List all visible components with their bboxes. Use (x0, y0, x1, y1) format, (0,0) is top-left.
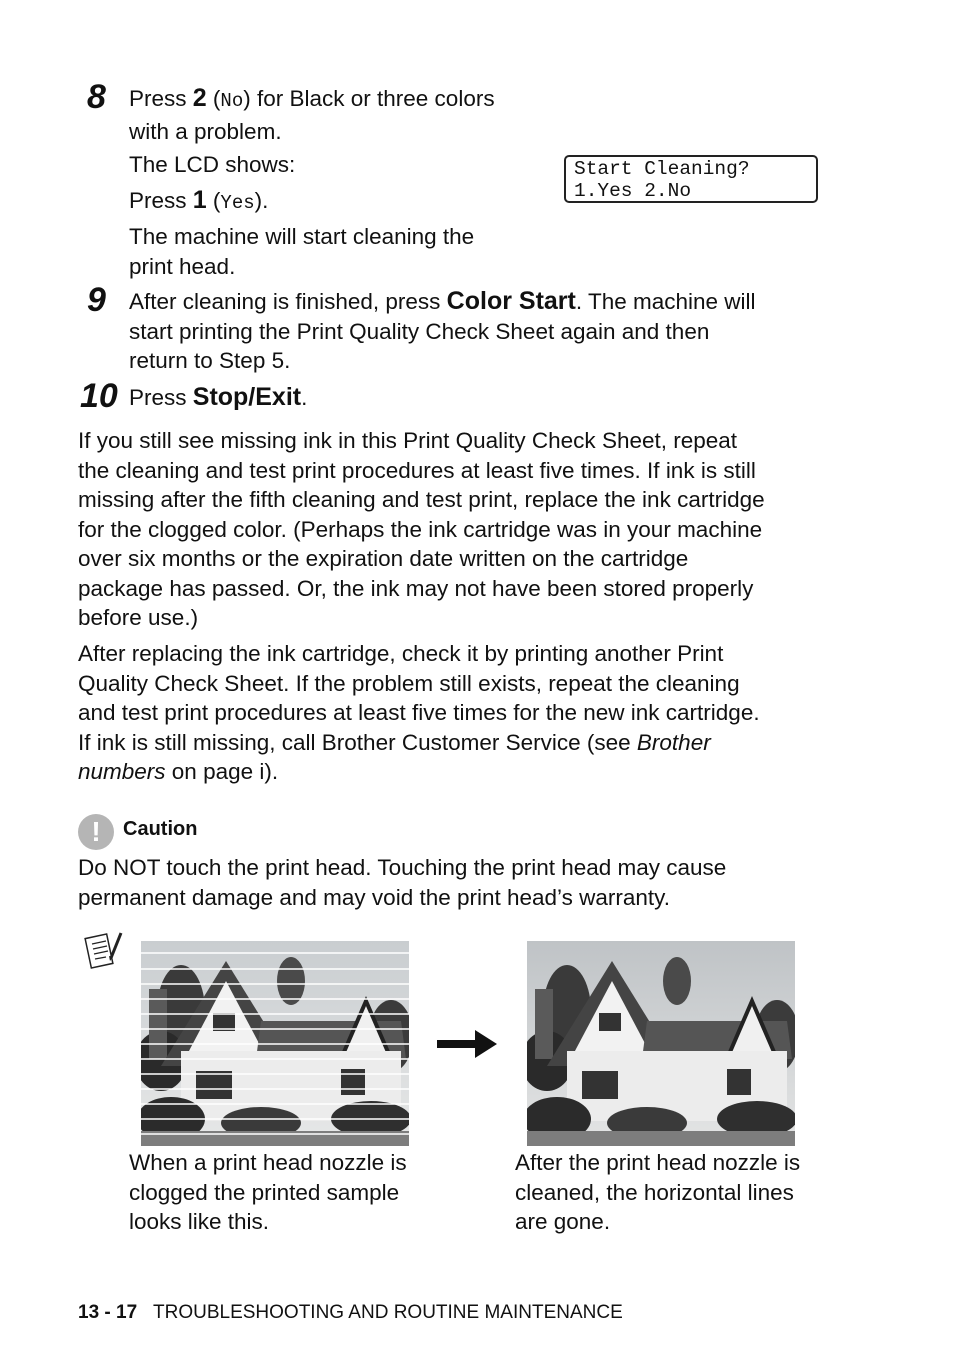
cleaned-sample-photo (527, 941, 795, 1146)
step-9-text: After cleaning is finished, press Color Start. The machine will start printing the Print Quality Check Sheet again and then return to Step 5. (129, 287, 756, 373)
page-footer (78, 1302, 623, 1324)
caution-text: Do NOT touch the print head. Touching the print head may cause permanent damage and may void the print head’s warranty. (78, 855, 727, 910)
cleaned-caption: After the print head nozzle is cleaned, the horizontal lines are gone. (515, 1150, 801, 1234)
cleaning-start-text: The machine will start cleaning the print head. (129, 224, 475, 279)
step-8-line-2: with a problem. (129, 118, 282, 144)
page-number: 13 - 17 (78, 1302, 138, 1323)
step-10-text: Press Stop/Exit. (129, 383, 308, 411)
missing-ink-paragraph: If you still see missing ink in this Print Quality Check Sheet, repeat the cleaning and test print procedures at least five times. If ink is still missing after the fifth cleaning and test print, replace the ink cartridge for the clogged color. (Perhaps the ink cartridge was in your machine over six months or the expiration date written on the cartridge package has passed. Or, the ink may not have been stored properly before use.) (78, 428, 765, 630)
section-title: TROUBLESHOOTING AND ROUTINE MAINTENANCE (153, 1302, 623, 1323)
clogged-caption: When a print head nozzle is clogged the printed sample looks like this. (129, 1150, 407, 1234)
color-start-key: Color Start (446, 287, 576, 315)
stop-exit-key: Stop/Exit (192, 383, 302, 411)
step-number-9: 9 (87, 281, 106, 319)
clogged-sample-photo (141, 941, 409, 1146)
press-1-instruction: Press 1 (Yes). (129, 186, 269, 214)
caution-icon: ! (78, 814, 114, 850)
right-arrow-icon (437, 1030, 497, 1058)
step-8-text (129, 84, 549, 146)
step-number-10: 10 (80, 377, 118, 415)
lcd-shows-label: The LCD shows: (129, 152, 296, 177)
after-replacing-paragraph: After replacing the ink cartridge, check it by printing another Print Quality Check Sheet. If the problem still exists, repeat the cleaning and test print procedures at least five times for the new ink cartridge. If ink is still missing, call Brother Customer Service (see Brother numbers on page i). (78, 641, 760, 784)
step-8-line-1: Press 2 (No) for Black or three colors (129, 84, 495, 112)
lcd-line-2: 1.Yes 2.No (574, 180, 692, 202)
note-pad-pencil-icon (84, 930, 124, 972)
lcd-line-1: Start Cleaning? (574, 158, 750, 180)
brother-numbers-ref: Brother (636, 729, 711, 755)
lcd-display (564, 155, 818, 203)
caution-title: Caution (123, 818, 198, 840)
step-number-8: 8 (87, 78, 106, 116)
